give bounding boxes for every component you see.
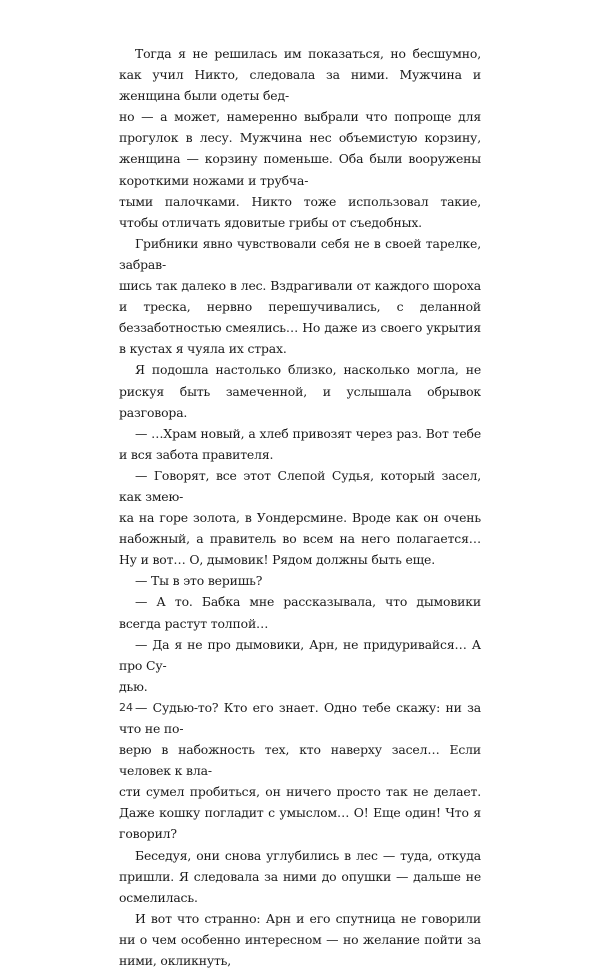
body-text — [119, 43, 481, 971]
paragraph: Беседуя, они снова углубились в лес — туда, откуда пришли. Я следовала за ними до опушки — дальше не осмелилась. — [119, 847, 481, 905]
dialogue-line: — Говорят, все этот Слепой Судья, который засел, как змею- ка на горе золота, в Уондерсмине. Вроде как он очень набожный, а правитель во всем на него полагается… Ну и вот… О, дымовик! Рядом должны быть еще. — [119, 467, 481, 568]
paragraph: Тогда я не решилась им показаться, но бесшумно, как учил Никто, следовала за ними. Мужчина и женщина были одеты бед- но — а может, намеренно выбрали что попроще для прогулок в лесу. Мужчина нес объемистую корзину, женщина — корзину поменьше. Оба были вооружены короткими ножами и трубча- тыми палочками. Никто тоже использовал такие, чтобы отличать ядовитые грибы от съедобных. — [119, 46, 481, 230]
paragraph: Я подошла настолько близко, насколько могла, не рискуя быть замеченной, и услышала обрывок разговора. — [119, 362, 481, 420]
paragraph: Грибники явно чувствовали себя не в своей тарелке, забрав- шись так далеко в лес. Вздрагивали от каждого шороха и треска, нервно перешучивались, с деланной беззаботностью смеялись… Но даже из своего укрытия в кустах я чуяла их страх. — [119, 235, 481, 357]
dialogue-line: — Ты в это веришь? — [135, 573, 263, 589]
paragraph: И вот что странно: Арн и его спутница не говорили ни о чем особенно интересном — но желание пойти за ними, окликнуть, — [119, 910, 481, 969]
dialogue-line: — Да я не про дымовики, Арн, не придуривайся… А про Су- дью. — [119, 636, 481, 694]
page-number: 24 — [119, 701, 133, 714]
dialogue-line: — …Храм новый, а хлеб привозят через раз. Вот тебе и вся забота правителя. — [119, 425, 481, 462]
dialogue-line: — Судью-то? Кто его знает. Одно тебе скажу: ни за что не по- верю в набожность тех, кто наверху засел… Если человек к вла- сти сумел пробиться, он ничего просто так не делает. Даже кошку погладит с умыслом… О! Еще один! Что я говорил? — [119, 699, 481, 842]
dialogue-line: — А то. Бабка мне рассказывала, что дымовики всегда растут толпой… — [119, 594, 481, 631]
